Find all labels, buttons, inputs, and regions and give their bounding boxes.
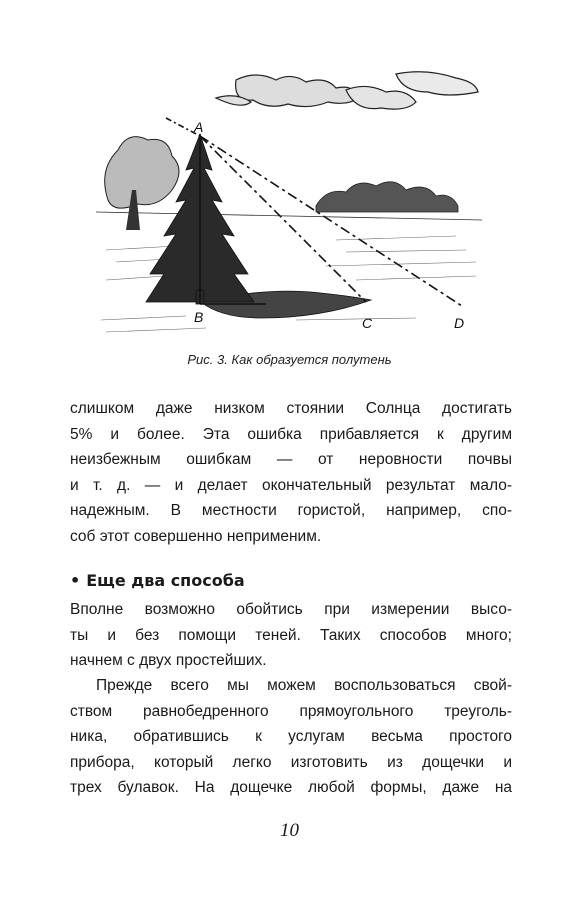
page-number: 10 xyxy=(280,820,299,841)
paragraph-1 xyxy=(70,396,512,549)
text-line: неизбежным ошибкам — от неровности почвы xyxy=(70,451,512,468)
text-line: прибора, который легко изготовить из дощечки и xyxy=(70,753,512,771)
clouds xyxy=(216,72,478,109)
heading-bullet: • xyxy=(70,571,81,590)
deciduous-tree xyxy=(105,137,179,230)
text-line: 5% и более. Эта ошибка прибавляется к другим xyxy=(70,425,512,443)
text-line: начнем с двух простейших. xyxy=(70,652,267,669)
distant-forest xyxy=(316,182,458,212)
text-line: и т. д. — и делает окончательный результат мало- xyxy=(70,476,512,494)
label-d: D xyxy=(454,315,465,331)
text-line: надежным. В местности гористой, например, спо- xyxy=(70,502,512,519)
label-b: B xyxy=(194,309,204,325)
text-line: ника, обратившись к услугам весьма простого xyxy=(70,728,512,745)
text-line: Вполне возможно обойтись при измерении высо- xyxy=(70,601,512,618)
penumbra-diagram xyxy=(96,70,482,348)
figure-caption: Рис. 3. Как образуется полутень xyxy=(187,352,392,367)
text-line: ством равнобедренного прямоугольного треуголь- xyxy=(70,702,512,720)
text-line: соб этот совершенно неприменим. xyxy=(70,527,322,545)
illustration-penumbra xyxy=(96,70,482,348)
section-heading xyxy=(70,571,245,590)
label-c: C xyxy=(362,315,373,331)
horizon-line xyxy=(96,212,482,220)
text-line: трех булавок. На дощечке любой формы, даже на xyxy=(70,779,512,796)
text-line: Прежде всего мы можем воспользоваться свой- xyxy=(96,677,512,694)
paragraph-2 xyxy=(70,597,512,674)
text-line: слишком даже низком стоянии Солнца достигать xyxy=(70,400,512,417)
label-a: A xyxy=(194,119,204,135)
paragraph-3 xyxy=(70,673,512,801)
heading-text: Еще два способа xyxy=(86,571,245,590)
text-line: ты и без помощи теней. Таких способов много; xyxy=(70,626,512,644)
